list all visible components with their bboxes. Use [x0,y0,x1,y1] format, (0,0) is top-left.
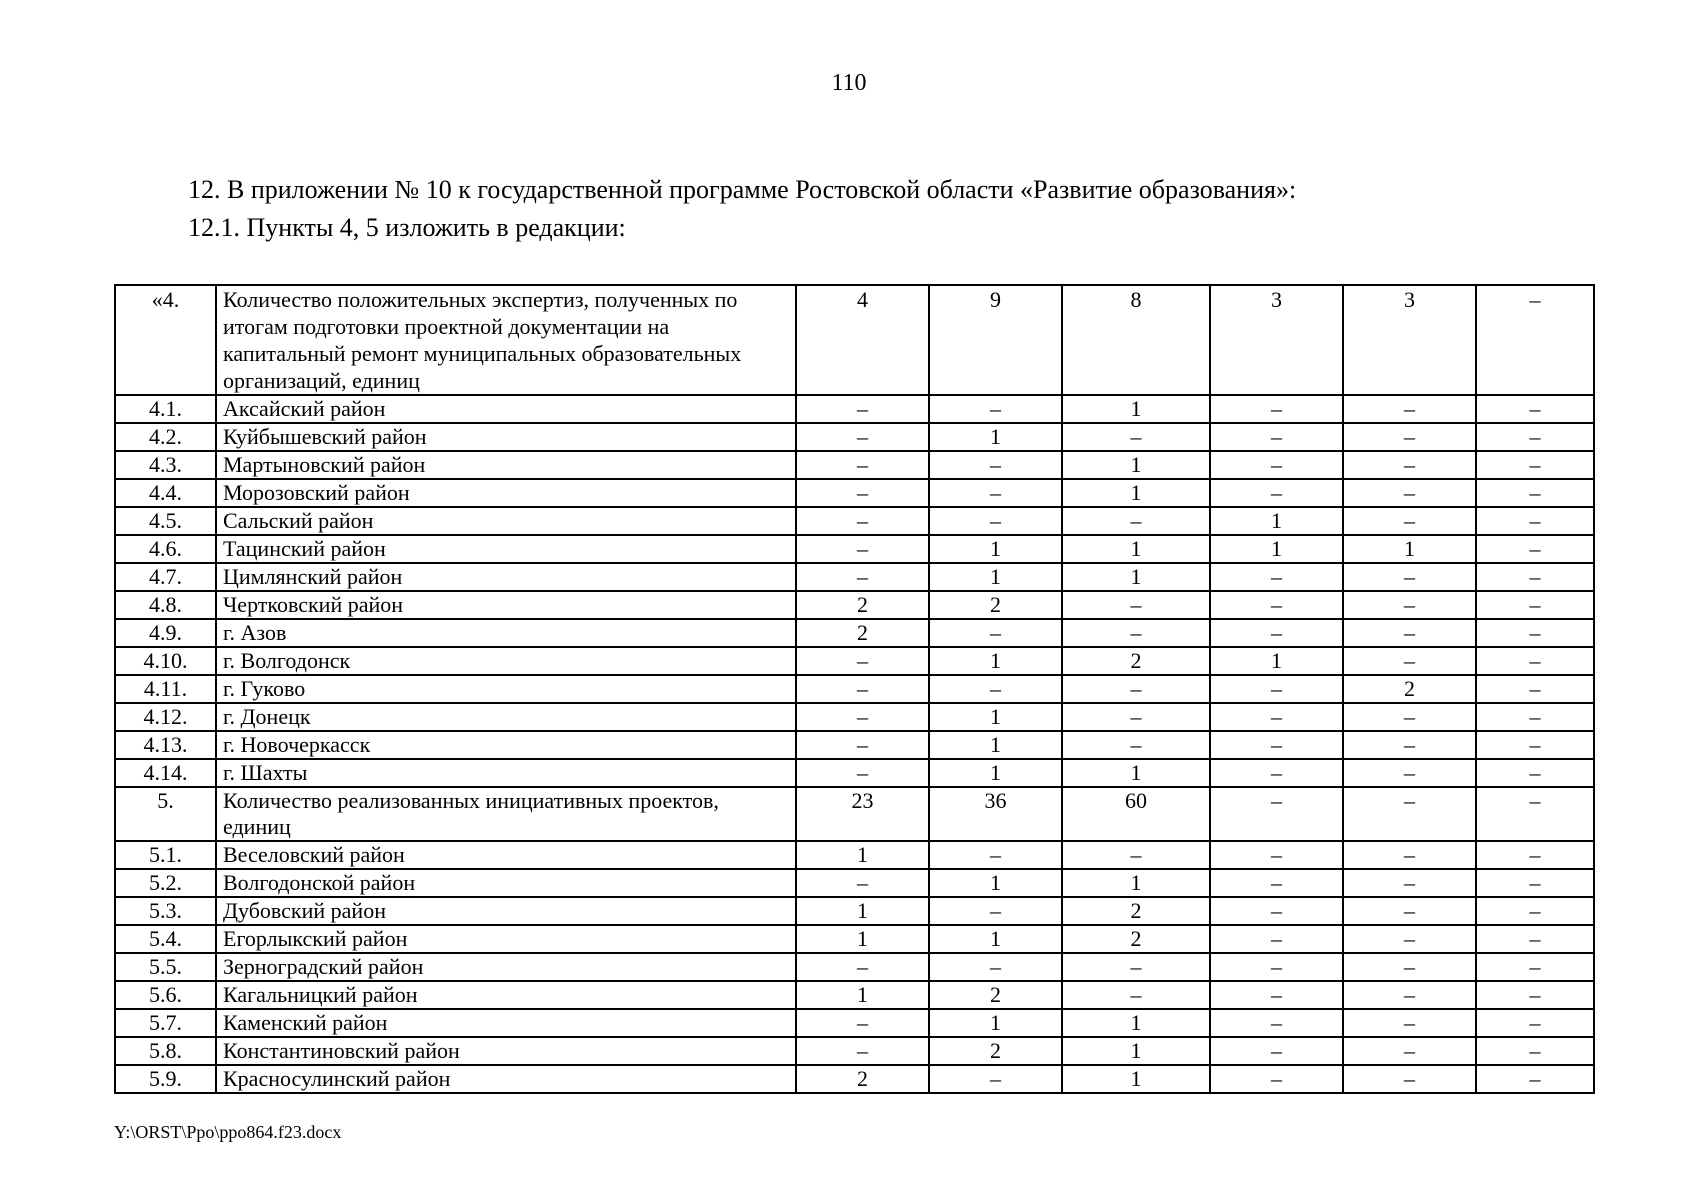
indicators-table-container [114,284,1593,1094]
value-cell-6: – [1476,787,1594,841]
value-cell-3: 1 [1062,869,1210,897]
value-cell-6: – [1476,647,1594,675]
value-cell-4: – [1210,1065,1343,1093]
value-cell-1: 1 [796,981,929,1009]
value-cell-2: – [929,1065,1062,1093]
row-number-cell: 4.9. [115,619,216,647]
value-cell-5: – [1343,451,1476,479]
value-cell-4: – [1210,841,1343,869]
intro-paragraph-2: 12.1. Пункты 4, 5 изложить в редакции: [188,213,626,242]
value-cell-5: – [1343,1009,1476,1037]
row-name-cell: г. Шахты [216,759,796,787]
value-cell-3: – [1062,953,1210,981]
value-cell-1: – [796,675,929,703]
table-row [115,1037,1594,1065]
value-cell-2: – [929,897,1062,925]
table-row [115,953,1594,981]
row-number-cell: 5.9. [115,1065,216,1093]
row-number-cell: 5.7. [115,1009,216,1037]
row-name-cell: Дубовский район [216,897,796,925]
value-cell-1: – [796,535,929,563]
table-row [115,535,1594,563]
row-number-cell: 4.7. [115,563,216,591]
value-cell-3: – [1062,591,1210,619]
value-cell-5: – [1343,981,1476,1009]
value-cell-3: – [1062,507,1210,535]
value-cell-1: 4 [796,285,929,395]
value-cell-6: – [1476,563,1594,591]
value-cell-2: – [929,395,1062,423]
value-cell-2: 2 [929,981,1062,1009]
table-row [115,731,1594,759]
table-row [115,869,1594,897]
value-cell-2: 9 [929,285,1062,395]
row-name-cell: г. Волгодонск [216,647,796,675]
value-cell-4: – [1210,395,1343,423]
value-cell-4: – [1210,1009,1343,1037]
row-name-cell: г. Гуково [216,675,796,703]
value-cell-4: – [1210,675,1343,703]
table-row [115,285,1594,395]
value-cell-6: – [1476,619,1594,647]
value-cell-3: 1 [1062,535,1210,563]
value-cell-3: 1 [1062,395,1210,423]
value-cell-1: – [796,953,929,981]
row-name-cell: Морозовский район [216,479,796,507]
value-cell-4: – [1210,759,1343,787]
value-cell-4: – [1210,731,1343,759]
row-name-cell: Тацинский район [216,535,796,563]
value-cell-6: – [1476,395,1594,423]
value-cell-1: – [796,479,929,507]
value-cell-1: – [796,647,929,675]
value-cell-2: 1 [929,1009,1062,1037]
row-number-cell: 4.12. [115,703,216,731]
row-name-cell: Мартыновский район [216,451,796,479]
value-cell-1: 23 [796,787,929,841]
value-cell-6: – [1476,535,1594,563]
value-cell-2: – [929,841,1062,869]
value-cell-4: – [1210,619,1343,647]
row-number-cell: 4.5. [115,507,216,535]
value-cell-6: – [1476,1037,1594,1065]
row-number-cell: 4.10. [115,647,216,675]
table-row [115,1065,1594,1093]
value-cell-5: – [1343,787,1476,841]
value-cell-3: 1 [1062,1037,1210,1065]
value-cell-2: 1 [929,647,1062,675]
value-cell-1: – [796,451,929,479]
value-cell-1: 1 [796,897,929,925]
value-cell-1: – [796,869,929,897]
row-name-cell: Чертковский район [216,591,796,619]
value-cell-6: – [1476,423,1594,451]
value-cell-3: 2 [1062,897,1210,925]
value-cell-4: – [1210,563,1343,591]
value-cell-1: – [796,703,929,731]
table-row [115,395,1594,423]
table-row [115,451,1594,479]
row-name-cell: Красносулинский район [216,1065,796,1093]
value-cell-2: – [929,619,1062,647]
row-number-cell: 4.8. [115,591,216,619]
value-cell-5: – [1343,563,1476,591]
value-cell-5: – [1343,647,1476,675]
table-row [115,787,1594,841]
row-number-cell: 5.1. [115,841,216,869]
value-cell-6: – [1476,953,1594,981]
value-cell-2: – [929,953,1062,981]
value-cell-5: – [1343,479,1476,507]
value-cell-4: 1 [1210,647,1343,675]
table-row [115,423,1594,451]
value-cell-4: – [1210,787,1343,841]
value-cell-3: 1 [1062,563,1210,591]
value-cell-5: – [1343,759,1476,787]
value-cell-5: – [1343,953,1476,981]
value-cell-5: – [1343,1065,1476,1093]
value-cell-3: 1 [1062,759,1210,787]
row-number-cell: 5.3. [115,897,216,925]
value-cell-4: – [1210,703,1343,731]
value-cell-4: – [1210,451,1343,479]
value-cell-3: – [1062,841,1210,869]
row-name-cell: Кагальницкий район [216,981,796,1009]
value-cell-4: – [1210,1037,1343,1065]
value-cell-3: – [1062,675,1210,703]
value-cell-3: – [1062,619,1210,647]
value-cell-6: – [1476,285,1594,395]
value-cell-5: – [1343,395,1476,423]
row-name-cell: Цимлянский район [216,563,796,591]
table-row [115,591,1594,619]
value-cell-6: – [1476,731,1594,759]
value-cell-1: 2 [796,619,929,647]
value-cell-5: – [1343,731,1476,759]
value-cell-4: – [1210,953,1343,981]
value-cell-1: – [796,731,929,759]
value-cell-4: 3 [1210,285,1343,395]
value-cell-5: – [1343,841,1476,869]
value-cell-6: – [1476,451,1594,479]
value-cell-2: 1 [929,925,1062,953]
value-cell-4: 1 [1210,535,1343,563]
value-cell-4: – [1210,925,1343,953]
table-row [115,703,1594,731]
table-row [115,563,1594,591]
value-cell-2: 1 [929,731,1062,759]
table-row [115,981,1594,1009]
value-cell-5: – [1343,1037,1476,1065]
table-row [115,619,1594,647]
value-cell-3: – [1062,423,1210,451]
value-cell-6: – [1476,869,1594,897]
row-number-cell: 4.1. [115,395,216,423]
value-cell-6: – [1476,675,1594,703]
indicators-table [114,284,1595,1094]
row-name-cell: Егорлыкский район [216,925,796,953]
value-cell-2: 1 [929,563,1062,591]
intro-paragraph-1: 12. В приложении № 10 к государственной программе Ростовской области «Развитие образования»: [188,175,1297,204]
value-cell-3: 1 [1062,479,1210,507]
value-cell-1: 2 [796,1065,929,1093]
value-cell-5: 3 [1343,285,1476,395]
value-cell-2: 36 [929,787,1062,841]
value-cell-1: – [796,1009,929,1037]
value-cell-5: – [1343,619,1476,647]
value-cell-2: – [929,507,1062,535]
value-cell-6: – [1476,591,1594,619]
value-cell-4: – [1210,981,1343,1009]
footer-file-path: Y:\ORST\Ppo\ppo864.f23.docx [114,1122,342,1142]
value-cell-4: – [1210,591,1343,619]
row-number-cell: 5.6. [115,981,216,1009]
row-number-cell: 4.6. [115,535,216,563]
table-row [115,759,1594,787]
value-cell-5: – [1343,591,1476,619]
value-cell-6: – [1476,479,1594,507]
value-cell-3: 1 [1062,1009,1210,1037]
value-cell-5: – [1343,423,1476,451]
value-cell-2: – [929,479,1062,507]
value-cell-4: – [1210,869,1343,897]
value-cell-6: – [1476,507,1594,535]
table-body [115,285,1594,1093]
table-row [115,507,1594,535]
row-name-cell: Сальский район [216,507,796,535]
row-name-cell: Каменский район [216,1009,796,1037]
value-cell-4: 1 [1210,507,1343,535]
row-name-cell: Зерноградский район [216,953,796,981]
row-number-cell: 4.2. [115,423,216,451]
value-cell-5: – [1343,869,1476,897]
row-name-cell: г. Азов [216,619,796,647]
row-number-cell: 5.4. [115,925,216,953]
table-row [115,647,1594,675]
row-name-cell: Константиновский район [216,1037,796,1065]
value-cell-1: 1 [796,841,929,869]
value-cell-2: – [929,451,1062,479]
value-cell-5: – [1343,897,1476,925]
value-cell-3: – [1062,703,1210,731]
value-cell-3: 60 [1062,787,1210,841]
value-cell-2: – [929,675,1062,703]
value-cell-3: 8 [1062,285,1210,395]
row-number-cell: 5.8. [115,1037,216,1065]
value-cell-6: – [1476,703,1594,731]
row-name-cell: Волгодонской район [216,869,796,897]
row-number-cell: 4.3. [115,451,216,479]
row-name-cell: Количество положительных экспертиз, полученных по итогам подготовки проектной документации на капитальный ремонт муниципальных образовательных организаций, единиц [216,285,796,395]
value-cell-1: – [796,395,929,423]
value-cell-2: 2 [929,1037,1062,1065]
row-name-cell: г. Донецк [216,703,796,731]
row-number-cell: 5. [115,787,216,841]
table-row [115,925,1594,953]
value-cell-5: – [1343,507,1476,535]
value-cell-6: – [1476,925,1594,953]
value-cell-1: – [796,1037,929,1065]
value-cell-2: 1 [929,423,1062,451]
value-cell-5: 2 [1343,675,1476,703]
table-row [115,479,1594,507]
page-number: 110 [831,70,867,96]
row-name-cell: Аксайский район [216,395,796,423]
value-cell-2: 2 [929,591,1062,619]
value-cell-5: 1 [1343,535,1476,563]
value-cell-3: – [1062,981,1210,1009]
value-cell-3: 1 [1062,1065,1210,1093]
value-cell-6: – [1476,897,1594,925]
row-number-cell: 5.5. [115,953,216,981]
value-cell-1: – [796,423,929,451]
value-cell-3: – [1062,731,1210,759]
value-cell-1: 2 [796,591,929,619]
value-cell-2: 1 [929,535,1062,563]
value-cell-2: 1 [929,703,1062,731]
value-cell-5: – [1343,925,1476,953]
table-row [115,897,1594,925]
value-cell-3: 1 [1062,451,1210,479]
row-number-cell: 4.4. [115,479,216,507]
value-cell-4: – [1210,897,1343,925]
row-name-cell: Куйбышевский район [216,423,796,451]
value-cell-6: – [1476,1009,1594,1037]
row-number-cell: 4.14. [115,759,216,787]
row-number-cell: 5.2. [115,869,216,897]
row-number-cell: 4.11. [115,675,216,703]
value-cell-2: 1 [929,759,1062,787]
value-cell-6: – [1476,841,1594,869]
table-row [115,1009,1594,1037]
row-name-cell: Веселовский район [216,841,796,869]
value-cell-1: 1 [796,925,929,953]
value-cell-5: – [1343,703,1476,731]
table-row [115,841,1594,869]
value-cell-4: – [1210,423,1343,451]
value-cell-1: – [796,563,929,591]
value-cell-1: – [796,507,929,535]
value-cell-6: – [1476,759,1594,787]
value-cell-6: – [1476,981,1594,1009]
row-name-cell: г. Новочеркасск [216,731,796,759]
table-row [115,675,1594,703]
value-cell-3: 2 [1062,925,1210,953]
row-name-cell: Количество реализованных инициативных проектов, единиц [216,787,796,841]
value-cell-3: 2 [1062,647,1210,675]
value-cell-4: – [1210,479,1343,507]
value-cell-6: – [1476,1065,1594,1093]
value-cell-2: 1 [929,869,1062,897]
value-cell-1: – [796,759,929,787]
row-number-cell: 4.13. [115,731,216,759]
row-number-cell: «4. [115,285,216,395]
